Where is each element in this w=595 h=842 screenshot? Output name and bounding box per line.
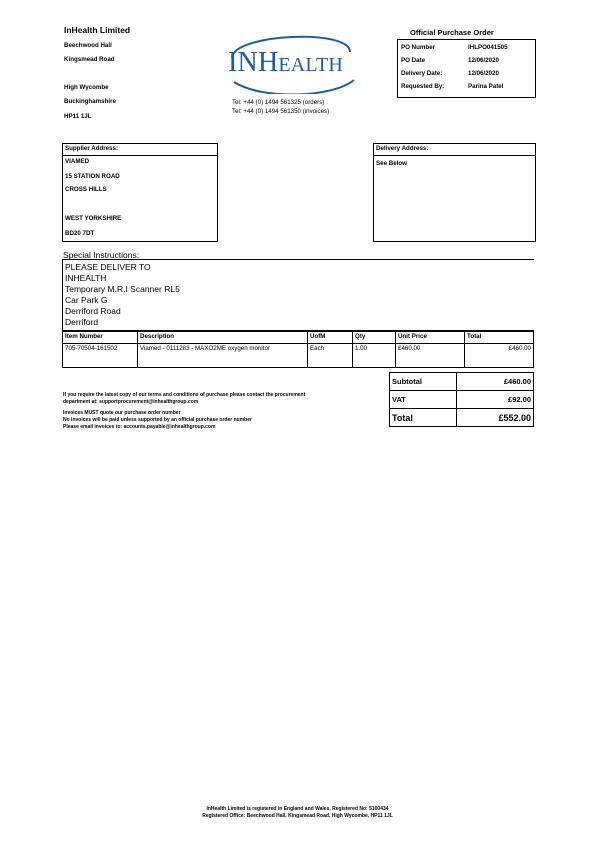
col-item-number: Item Number [63,332,138,344]
po-value: 12/06/2020 [468,57,499,64]
special-instructions-heading: Special Instructions: [63,250,140,260]
po-label: Requested By: [401,83,445,90]
supplier-line: CROSS HILLS [65,186,107,193]
company-name: InHealth Limited [64,25,131,35]
note-line: Invoices MUST quote our purchase order number [63,410,181,416]
supplier-line: WEST YORKSHIRE [65,215,122,222]
col-description: Description [138,332,308,344]
col-qty: Qty [353,332,396,344]
note-line: Please email invoices to: accounts.payable@inhealthgroup.com [63,424,216,430]
col-unit-price: Unit Price [396,332,465,344]
special-line: Derriford [65,317,99,327]
note-line: If you require the latest copy of our terms and conditions of purchase please contact the procurement [63,392,306,398]
note-line: No invoices will be paid unless supported by an official purchase order number [63,417,252,423]
cell-qty: 1.00 [353,344,396,368]
supplier-address-box [62,143,218,242]
table-row [63,344,534,368]
po-label: Delivery Date: [401,70,443,77]
cell-item-number: 705-70504-161502 [63,344,138,368]
items-table [62,331,534,368]
totals-row [390,391,534,409]
po-row [398,80,508,93]
delivery-address-box [373,143,536,242]
items-header-row [63,332,534,344]
logo-wordmark [228,47,343,79]
delivery-heading: Delivery Address: [374,144,535,156]
tel-orders: Tel: +44 (0) 1494 561325 (orders) [232,99,325,106]
logo-part: EALTH [278,54,344,76]
totals-table [389,372,534,427]
po-heading: Official Purchase Order [410,28,494,37]
special-line: INHEALTH [65,273,107,283]
special-line: Derriford Road [65,306,121,316]
note-line: department at: supportprocurement@inhealthgroup.com [63,399,199,405]
subtotal-label: Subtotal [390,373,457,391]
company-address-line: HP11 1JL [64,113,92,120]
tel-invoices: Tel: +44 (0) 1494 561350 (invoices) [232,108,330,115]
col-total: Total [465,332,534,344]
vat-label: VAT [390,391,457,409]
special-line: PLEASE DELIVER TO [65,262,151,272]
special-line: Car Park G [65,295,108,305]
total-label: Total [390,409,457,427]
po-row [398,67,508,80]
po-value: Parina Patel [468,83,504,90]
col-uofm: UofM [308,332,353,344]
po-value: IHLPO041505 [468,44,508,51]
po-label: PO Number [401,44,436,51]
po-row [398,41,508,54]
supplier-line: 15 STATION ROAD [65,173,120,180]
special-instructions-box [62,259,534,331]
special-line: Temporary M.R.I Scanner RL5 [65,284,180,294]
cell-description: Viamed - 0111283 - MAXO2ME oxygen monitor [138,344,308,368]
po-value: 12/06/2020 [468,70,499,77]
company-address-line: High Wycombe [64,84,109,91]
po-details-box [397,39,536,98]
total-value: £552.00 [457,409,534,427]
footer-line: InHealth Limited is registered in England and Wales. Registered No: 5100434 [206,806,389,812]
supplier-line: BD20 7DT [65,230,95,237]
supplier-line: VIAMED [65,158,90,165]
company-address-line: Kingsmead Road [64,56,115,63]
totals-row [390,373,534,391]
cell-uofm: Each [308,344,353,368]
company-address-line: Buckinghamshire [64,98,116,105]
subtotal-value: £460.00 [457,373,534,391]
supplier-heading: Supplier Address: [63,144,217,156]
totals-row [390,409,534,427]
delivery-value: See Below [376,160,407,167]
po-label: PO Date [401,57,426,64]
company-address-line: Beechwood Hall [64,42,112,49]
cell-total: £460.00 [465,344,534,368]
cell-unit-price: £460.00 [396,344,465,368]
vat-value: £92.00 [457,391,534,409]
po-row [398,54,508,67]
footer-line: Registered Office: Beechwood Hall, Kingsmead Road, High Wycombe, HP11 1JL [202,813,393,819]
logo-part: IN [228,47,258,78]
logo-part: H [257,47,279,78]
